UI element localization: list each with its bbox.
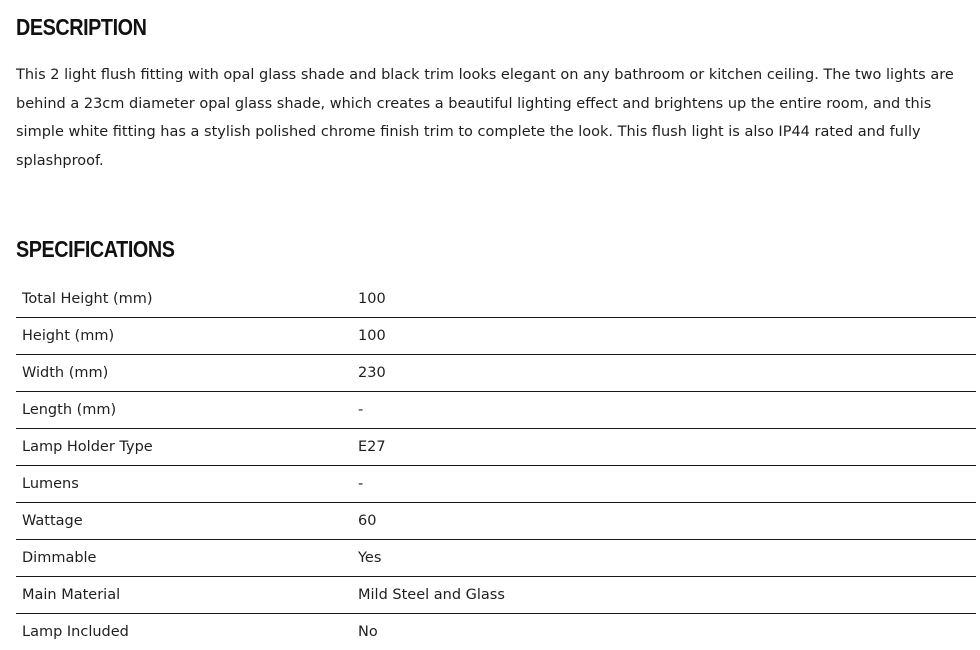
spec-row-total-height bbox=[16, 281, 976, 318]
spec-row-lamp-included bbox=[16, 614, 976, 650]
spec-row-lamp-holder-type bbox=[16, 429, 976, 466]
spec-row-main-material bbox=[16, 577, 976, 614]
spec-value: Mild Steel and Glass bbox=[352, 577, 976, 614]
spec-value: E27 bbox=[352, 429, 976, 466]
spec-value: - bbox=[352, 392, 976, 429]
description-heading: DESCRIPTION bbox=[16, 14, 146, 41]
spec-label: Width (mm) bbox=[16, 355, 352, 392]
specifications-heading: SPECIFICATIONS bbox=[16, 236, 174, 263]
spec-row-lumens bbox=[16, 466, 976, 503]
spec-value: 230 bbox=[352, 355, 976, 392]
spec-label: Lamp Included bbox=[16, 614, 352, 650]
spec-label: Total Height (mm) bbox=[16, 281, 352, 318]
spec-value: 60 bbox=[352, 503, 976, 540]
spec-label: Length (mm) bbox=[16, 392, 352, 429]
spec-value: 100 bbox=[352, 318, 976, 355]
spec-value: - bbox=[352, 466, 976, 503]
spec-label: Dimmable bbox=[16, 540, 352, 577]
spec-label: Lamp Holder Type bbox=[16, 429, 352, 466]
spec-row-dimmable bbox=[16, 540, 976, 577]
spec-value: No bbox=[352, 614, 976, 650]
spec-label: Height (mm) bbox=[16, 318, 352, 355]
spec-row-width bbox=[16, 355, 976, 392]
spec-value: Yes bbox=[352, 540, 976, 577]
spec-label: Main Material bbox=[16, 577, 352, 614]
spec-value: 100 bbox=[352, 281, 976, 318]
spec-label: Lumens bbox=[16, 466, 352, 503]
spec-row-wattage bbox=[16, 503, 976, 540]
specifications-table bbox=[16, 281, 976, 650]
spec-row-length bbox=[16, 392, 976, 429]
spec-label: Wattage bbox=[16, 503, 352, 540]
spec-row-height bbox=[16, 318, 976, 355]
description-text: This 2 light flush fitting with opal glass shade and black trim looks elegant on any bathroom or kitchen ceiling. The two lights are behind a 23cm diameter opal glass shade, which creates a beautiful lighting effect and brightens up the entire room, and this simple white fitting has a stylish polished chrome finish trim to complete the look. This flush light is also IP44 rated and fully splashproof. bbox=[16, 61, 978, 176]
